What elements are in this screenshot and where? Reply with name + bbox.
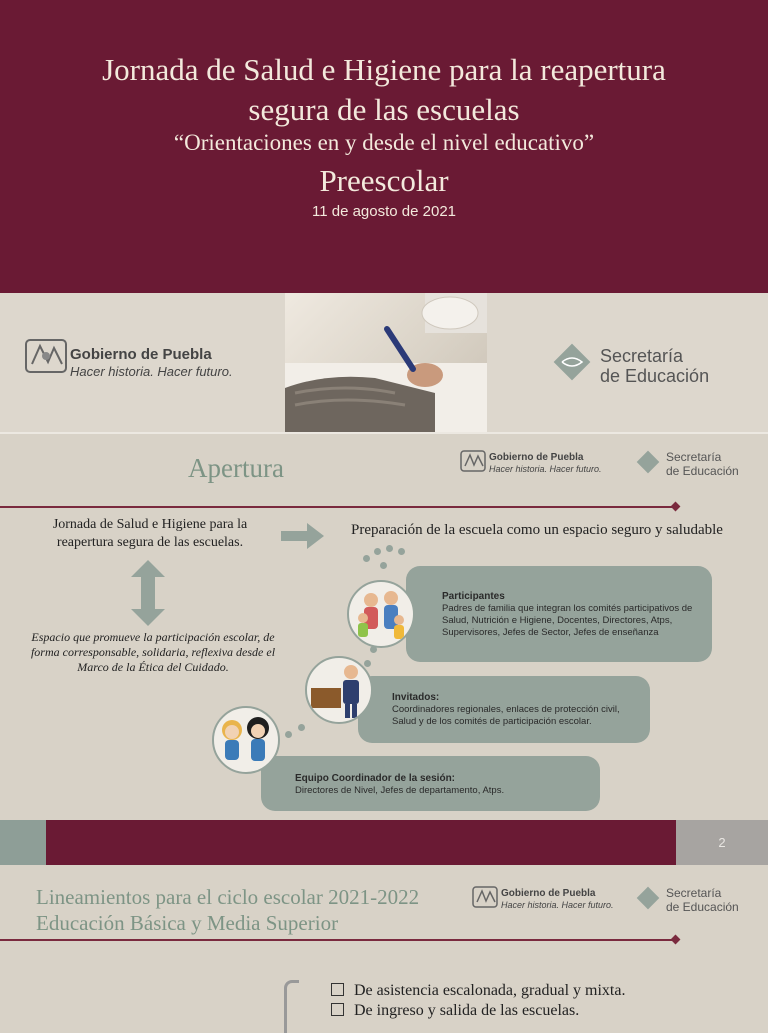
puebla-emblem-icon xyxy=(470,883,500,911)
slide-divider xyxy=(0,432,768,434)
official-at-desk-icon xyxy=(307,658,371,722)
teachers-icon xyxy=(214,708,278,772)
list-item xyxy=(331,982,625,1000)
logo-name: Gobierno de Puebla xyxy=(70,346,212,363)
checkbox-icon xyxy=(331,1003,344,1016)
writing-hand-photo xyxy=(285,293,487,432)
left-title: Jornada de Salud e Higiene para la reapertura segura de las escuelas. xyxy=(52,517,248,550)
family-icon xyxy=(349,582,413,646)
footer-bar-left xyxy=(0,820,46,865)
checkbox-icon xyxy=(331,983,344,996)
puebla-emblem-icon xyxy=(458,447,488,475)
path-dot xyxy=(398,548,405,555)
rule-end-diamond xyxy=(671,935,681,945)
bubble-text: Directores de Nivel, Jefes de departamento, Atps. xyxy=(295,785,505,796)
path-dot xyxy=(285,731,292,738)
bubble-text: Padres de familia que integran los comités participativos de Salud, Nutrición e Higiene, Docentes, Directores, Atps, Supervisores, Jefes de Sector, Jefes de enseñanza xyxy=(442,603,693,638)
teachers-illustration xyxy=(212,706,280,774)
photo-illustration xyxy=(285,293,487,432)
page-number: 2 xyxy=(676,820,768,865)
gobierno-puebla-logo xyxy=(22,334,272,380)
slide-heading: Apertura xyxy=(188,453,284,483)
coordinators-bubble xyxy=(261,756,600,811)
heading-rule xyxy=(0,506,676,508)
bubble-title: Participantes xyxy=(442,591,505,602)
logo-line-2: de Educación xyxy=(600,366,710,386)
heading-rule xyxy=(0,939,676,941)
bubble-title: Invitados: xyxy=(392,692,440,703)
logo-tagline: Hacer historia. Hacer futuro. xyxy=(501,900,614,910)
slide-title xyxy=(0,50,768,130)
participants-bubble xyxy=(406,566,712,662)
logo-line-2: de Educación xyxy=(666,464,739,478)
bracket-decoration xyxy=(284,980,299,1033)
title-line-1: Jornada de Salud e Higiene para la reapertura xyxy=(102,52,666,87)
path-dot xyxy=(386,545,393,552)
logo-name: Gobierno de Puebla xyxy=(501,888,596,899)
footer-bar xyxy=(46,820,676,865)
list-item xyxy=(331,1002,579,1020)
logo-line-1: Secretaría xyxy=(666,886,722,900)
puebla-emblem-icon xyxy=(22,334,70,378)
logo-tagline: Hacer historia. Hacer futuro. xyxy=(70,364,233,379)
path-dot xyxy=(298,724,305,731)
guests-bubble xyxy=(358,676,650,743)
logo-line-1: Secretaría xyxy=(600,346,684,366)
slide-heading: Lineamientos para el ciclo escolar 2021-2022 Educación Básica y Media Superior xyxy=(36,885,420,935)
family-illustration xyxy=(347,580,415,648)
logo-line-2: de Educación xyxy=(666,900,739,914)
path-dot xyxy=(363,555,370,562)
secretaria-emblem-icon xyxy=(634,448,662,476)
education-level: Preescolar xyxy=(319,163,449,198)
secretaria-educacion-logo-small xyxy=(634,447,754,479)
gobierno-puebla-logo-small xyxy=(458,447,618,477)
path-dot xyxy=(380,562,387,569)
logo-name: Gobierno de Puebla xyxy=(489,452,584,463)
path-dot xyxy=(374,548,381,555)
logo-line-1: Secretaría xyxy=(666,450,722,464)
secretaria-educacion-logo xyxy=(550,338,750,388)
right-arrow-icon xyxy=(281,522,325,550)
bubble-text: Coordinadores regionales, enlaces de protección civil, Salud y de los comités de participación escolar. xyxy=(392,704,620,727)
right-title: Preparación de la escuela como un espacio seguro y saludable xyxy=(351,522,723,538)
slide-date: 11 de agosto de 2021 xyxy=(311,203,457,220)
secretaria-emblem-icon xyxy=(550,340,594,384)
slide-subtitle: “Orientaciones en y desde el nivel educativo” xyxy=(173,130,595,155)
list-item-text: De ingreso y salida de las escuelas. xyxy=(354,1002,580,1019)
path-dot xyxy=(364,660,371,667)
left-description: Espacio que promueve la participación escolar, de forma corresponsable, solidaria, reflexiva desde el Marco de la Ética del Cuidado. xyxy=(30,630,276,674)
vertical-double-arrow-icon xyxy=(130,560,166,626)
secretaria-educacion-logo-small xyxy=(634,883,754,915)
list-item-text: De asistencia escalonada, gradual y mixta. xyxy=(354,982,626,999)
bubble-title: Equipo Coordinador de la sesión: xyxy=(295,773,456,784)
logo-tagline: Hacer historia. Hacer futuro. xyxy=(489,464,602,474)
official-illustration xyxy=(305,656,373,724)
title-line-2: segura de las escuelas xyxy=(248,92,520,127)
secretaria-emblem-icon xyxy=(634,884,662,912)
gobierno-puebla-logo-small xyxy=(470,883,630,913)
